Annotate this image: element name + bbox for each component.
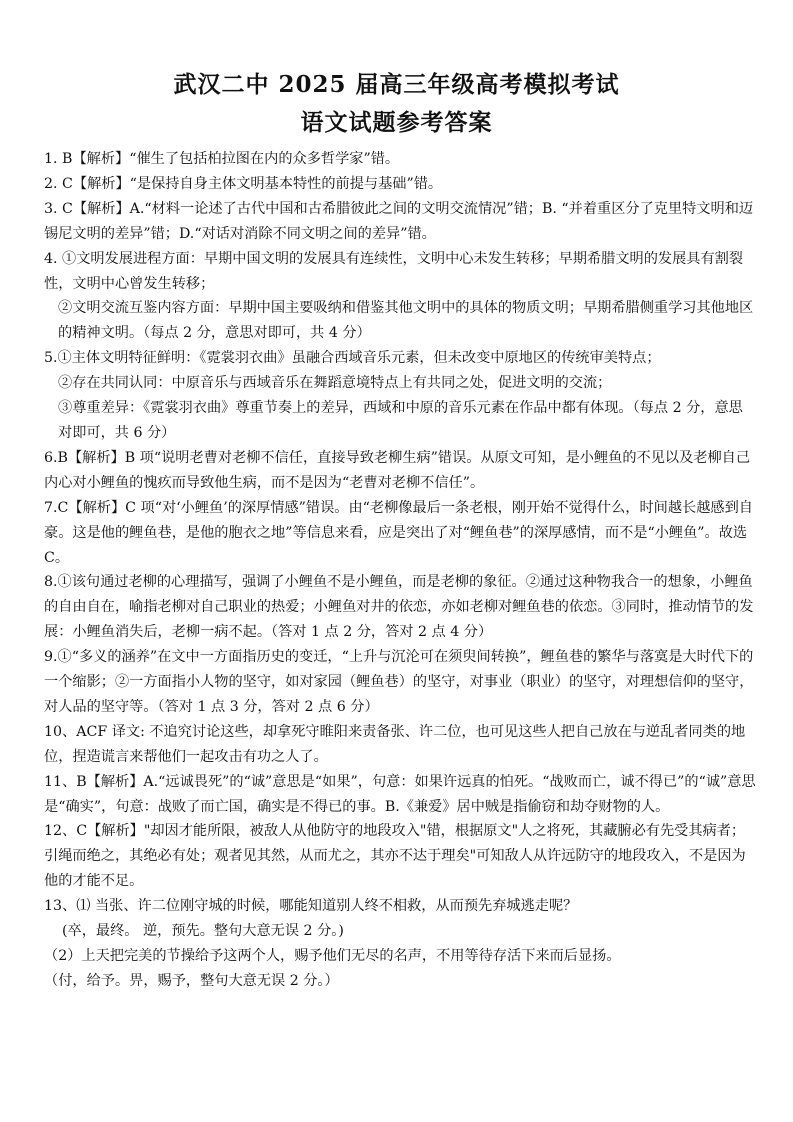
answer-q2: 2. C【解析】“是保持自身主体文明基本特性的前提与基础”错。 — [44, 175, 443, 192]
answer-q6: 6.B【解析】B 项“说明老曹对老柳不信任，直接导致老柳生病”错误。从原文可知，是小鲤鱼的不见以及老柳自己内心对小鲤鱼的愧疚而导致他生病，而不是因为“老曹对老柳不信任”。 — [44, 449, 751, 491]
answer-q3: 3. C【解析】A.“材料一论述了古代中国和古希腊彼此之间的文明交流情况”错；B. “并着重区分了克里特文明和迈锡尼文明的差异”错；D.“对话对消除不同文明之间的差异”错。 — [44, 200, 754, 242]
answer-q11: 11、B【解析】A.“远诚畏死”的“诚”意思是“如果”，句意：如果许远真的怕死。“战败而亡，诚不得已”的“诚”意思是“确实”，句意：战败了而亡国，确实是不得已的事。B.《兼爱》居中贼是指偷窃和劫夺财物的人。 — [44, 773, 756, 815]
answer-q7: 7.C【解析】C 项“对‘小鲤鱼’的深厚情感”错误。由“老柳像最后一条老根，刚开始不觉得什么，时间越长越感到自豪。这是他的鲤鱼巷，是他的胞衣之地”等信息来看，应是突出了对“鲤鱼巷”的深厚感情，而不是“小鲤鱼”。故选 C。 — [44, 499, 753, 566]
answer-q4-point2: ②文明交流互鉴内容方面：早期中国主要吸纳和借鉴其他文明中的具体的物质文明；早期希腊侧重学习其他地区的精神文明。（每点 2 分，意思对即可，共 4 分） — [58, 300, 754, 342]
page-title: 武汉二中 2025 届高三年级高考模拟考试 — [173, 71, 620, 98]
answer-q8: 8.①该句通过老柳的心理描写，强调了小鲤鱼不是小鲤鱼，而是老柳的象征。②通过这种物我合一的想象，小鲤鱼的自由自在，喻指老柳对自己职业的热爱；小鲤鱼对井的依恋，亦如老柳对鲤鱼巷的依恋。③同时，推动情节的发展：小鲤鱼消失后，老柳一病不起。（答对 1 点 2 分，答对 2 点 4 分） — [44, 574, 754, 641]
page-subtitle: 语文试题参考答案 — [300, 109, 493, 136]
answer-q13-item2-note: （付，给予。畀，赐予，整句大意无误 2 分。） — [44, 972, 339, 989]
answer-q13-item2: （2）上天把完美的节操给予这两个人，赐予他们无尽的名声，不用等待存活下来而后显扬。 — [44, 948, 621, 964]
answer-q13-item1-note: (卒，最终。 逆，预先。整句大意无误 2 分。) — [62, 923, 344, 940]
answer-q1: 1. B【解析】“催生了包括柏拉图在内的众多哲学家”错。 — [44, 151, 400, 167]
answer-q12: 12、C【解析】"却因才能所限，被敌人从他防守的地段攻入"错，根据原文"人之将死，其藏腑必有先受其病者；引绳而绝之，其绝必有处；观者见其然，从而尤之，其亦不达于理矣"可知敌人从许远防守的地段攻入，不是因为他的才能不足。 — [44, 823, 746, 890]
answer-list — [44, 147, 756, 994]
answer-q4-point1: 4. ①文明发展进程方面：早期中国文明的发展具有连续性，文明中心未发生转移；早期希腊文明的发展具有割裂性，文明中心曾发生转移； — [44, 250, 744, 292]
answer-q10: 10、ACF 译文: 不追究讨论这些，却拿死守睢阳来责备张、许二位，也可见这些人把自己放在与逆乱者同类的地位，捏造谎言来帮他们一起攻击有功之人了。 — [44, 723, 746, 765]
answer-q5-point1: 5.①主体文明特征鲜明：《霓裳羽衣曲》虽融合西域音乐元素，但未改变中原地区的传统审美特点； — [44, 350, 661, 367]
answer-q5-point2: ②存在共同认同：中原音乐与西域音乐在舞蹈意境特点上有共同之处，促进文明的交流； — [58, 375, 612, 392]
answer-q9: 9.①“多义的涵养”在文中一方面指历史的变迁，“上升与沉沦可在须臾间转换”，鲤鱼巷的繁华与落寞是大时代下的一个缩影；②一方面指小人物的坚守，如对家园（鲤鱼巷）的坚守，对事业（职业）的坚守，对理想信仰的坚守，对人品的坚守等。（答对 1 点 3 分，答对 2 点 6 分） — [44, 649, 754, 715]
answer-q13-item1: 13、⑴ 当张、许二位刚守城的时候，哪能知道别人终不相救，从而预先弃城逃走呢？ — [44, 898, 578, 915]
answer-q5-point3: ③尊重差异：《霓裳羽衣曲》尊重节奏上的差异，西域和中原的音乐元素在作品中都有体现。（每点 2 分，意思对即可，共 6 分） — [58, 400, 743, 441]
